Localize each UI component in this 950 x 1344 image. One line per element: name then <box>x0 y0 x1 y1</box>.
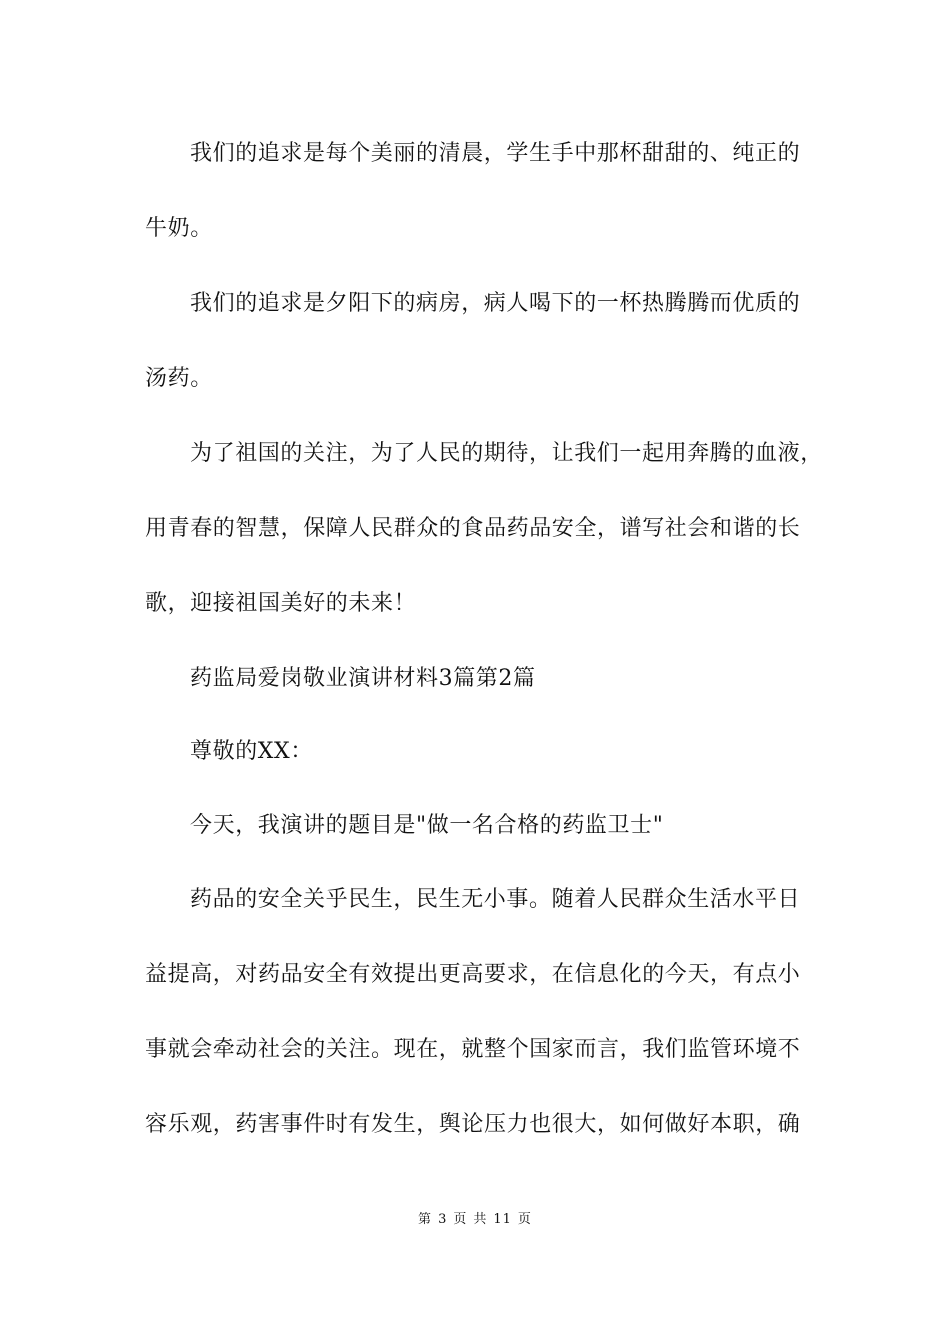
footer-total-word: 共 <box>473 1212 488 1227</box>
paragraph-line: 容乐观，药害事件时有发生，舆论压力也很大，如何做好本职，确 <box>145 1112 801 1137</box>
paragraph-line: 汤药。 <box>145 366 213 391</box>
footer-prefix: 第 <box>418 1212 433 1227</box>
footer-page-word: 页 <box>453 1212 468 1227</box>
paragraph-line: 为了祖国的关注，为了人民的期待，让我们一起用奔腾的血液， <box>190 441 823 466</box>
footer-current-page: 3 <box>438 1212 448 1227</box>
footer-suffix: 页 <box>517 1212 532 1227</box>
paragraph-line: 歌，迎接祖国美好的未来！ <box>145 591 417 616</box>
paragraph-line: 用青春的智慧，保障人民群众的食品药品安全，谱写社会和谐的长 <box>145 516 801 541</box>
salutation-line: 尊敬的XX： <box>190 739 313 764</box>
page-number-footer <box>0 1208 950 1227</box>
speech-title-line: 今天，我演讲的题目是"做一名合格的药监卫士" <box>190 813 664 838</box>
paragraph-line: 我们的追求是每个美丽的清晨，学生手中那杯甜甜的、纯正的 <box>190 141 801 166</box>
paragraph-line: 药品的安全关乎民生，民生无小事。随着人民群众生活水平日 <box>190 887 801 912</box>
paragraph-line: 牛奶。 <box>145 216 213 241</box>
paragraph-line: 益提高，对药品安全有效提出更高要求，在信息化的今天，有点小 <box>145 962 801 987</box>
paragraph-line: 我们的追求是夕阳下的病房，病人喝下的一杯热腾腾而优质的 <box>190 291 801 316</box>
footer-total-pages: 11 <box>493 1212 512 1227</box>
section-heading: 药监局爱岗敬业演讲材料3篇第2篇 <box>190 666 536 691</box>
paragraph-line: 事就会牵动社会的关注。现在，就整个国家而言，我们监管环境不 <box>145 1037 801 1062</box>
